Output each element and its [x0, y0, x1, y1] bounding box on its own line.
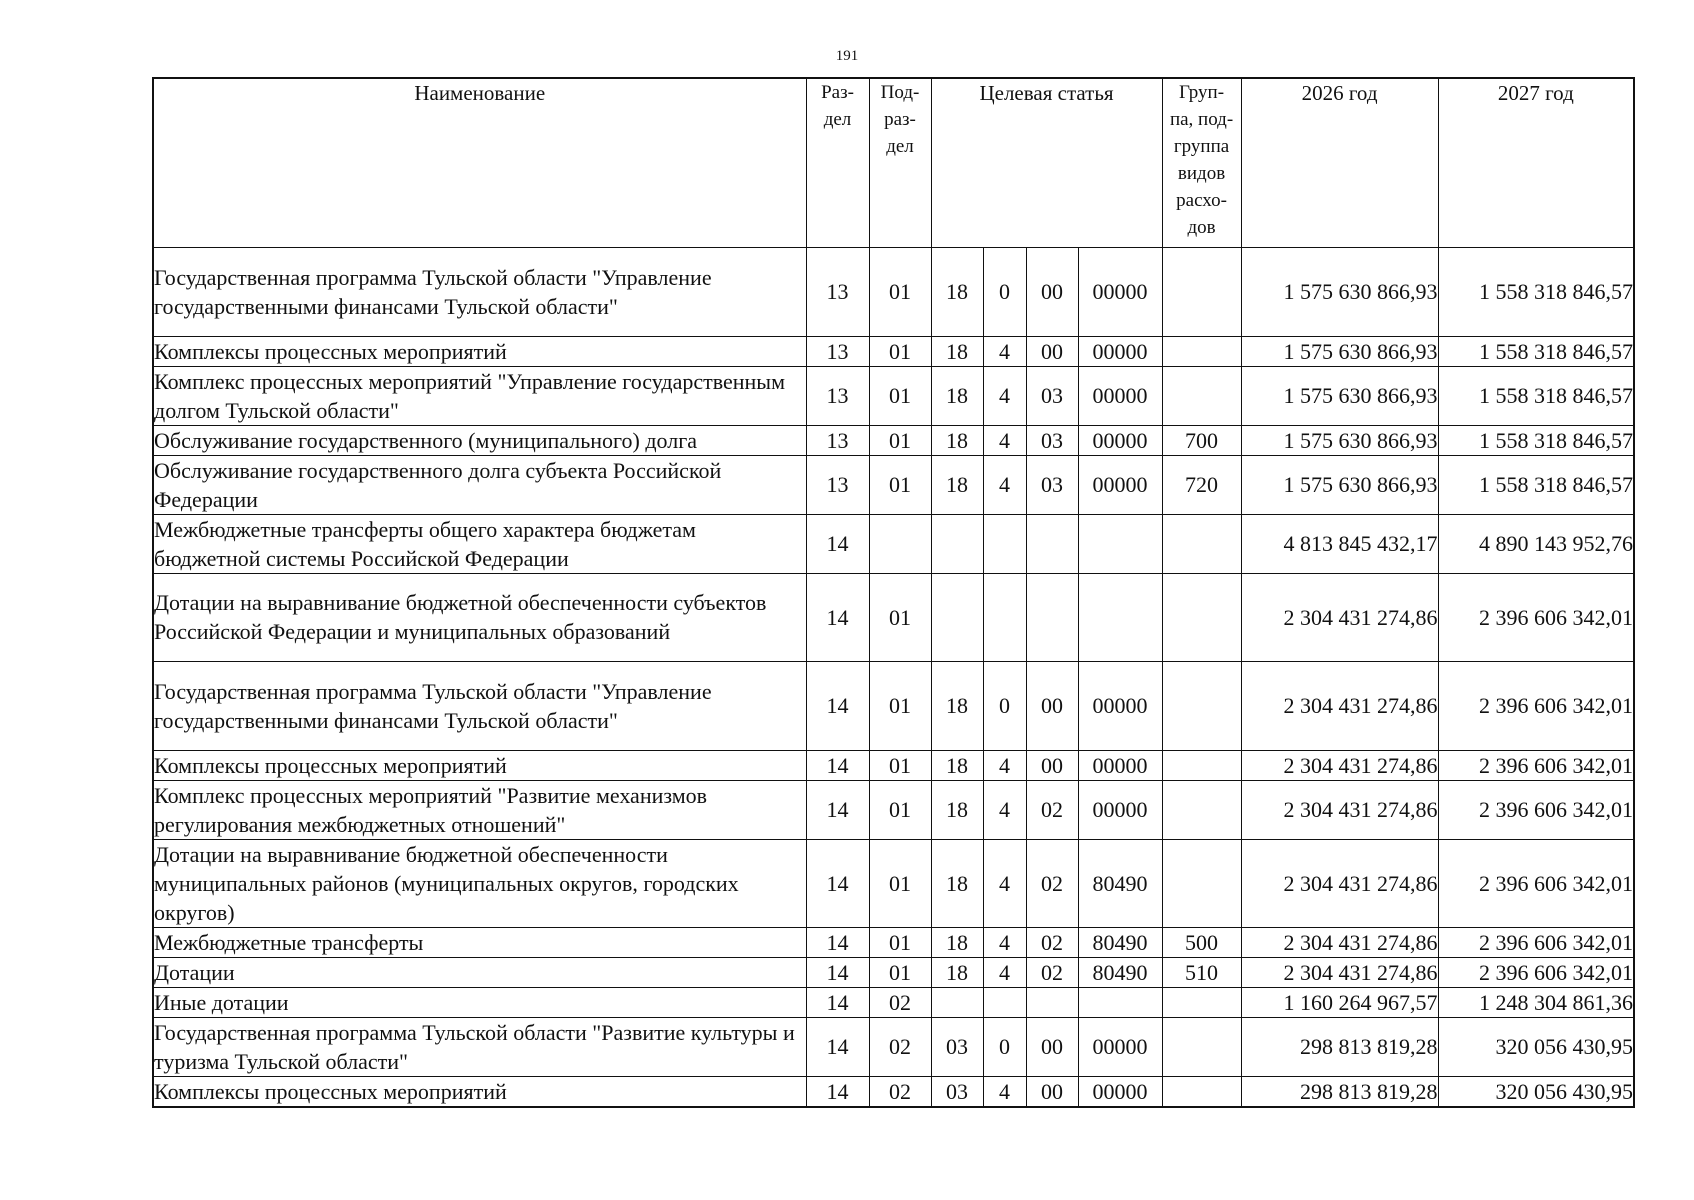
- table-row: [153, 987, 1634, 1017]
- row-target-type: 4: [983, 927, 1026, 957]
- row-target-direction: 80490: [1078, 957, 1162, 987]
- row-amount-2026: 1 575 630 866,93: [1241, 336, 1438, 366]
- row-expense-group: 500: [1162, 927, 1241, 957]
- row-target-type: 4: [983, 839, 1026, 927]
- row-target-direction: 00000: [1078, 1017, 1162, 1076]
- row-amount-2026: 2 304 431 274,86: [1241, 957, 1438, 987]
- table-row: [153, 750, 1634, 780]
- row-razdel: 13: [806, 366, 869, 425]
- row-amount-2027: 320 056 430,95: [1438, 1017, 1634, 1076]
- row-razdel: 14: [806, 987, 869, 1017]
- row-target-type: 0: [983, 661, 1026, 750]
- header-podrazdel-line: дел: [886, 136, 914, 157]
- row-amount-2027: 1 558 318 846,57: [1438, 455, 1634, 514]
- row-expense-group: 700: [1162, 425, 1241, 455]
- row-razdel: 13: [806, 247, 869, 336]
- row-podrazdel: 01: [869, 573, 931, 661]
- row-target-subtype: 00: [1026, 750, 1078, 780]
- row-name: Комплексы процессных мероприятий: [153, 1076, 806, 1107]
- row-target-subtype: 03: [1026, 455, 1078, 514]
- row-podrazdel: 01: [869, 455, 931, 514]
- row-expense-group: 510: [1162, 957, 1241, 987]
- row-podrazdel: 01: [869, 839, 931, 927]
- row-razdel: 14: [806, 1017, 869, 1076]
- row-name: Государственная программа Тульской области "Развитие культуры и туризма Тульской области": [153, 1017, 806, 1076]
- row-expense-group: 720: [1162, 455, 1241, 514]
- table-row: [153, 780, 1634, 839]
- row-amount-2027: 2 396 606 342,01: [1438, 661, 1634, 750]
- row-name: Дотации на выравнивание бюджетной обеспеченности муниципальных районов (муниципальных округов, городских округов): [153, 839, 806, 927]
- header-razdel: [806, 78, 869, 247]
- row-name: Дотации: [153, 957, 806, 987]
- row-podrazdel: 01: [869, 336, 931, 366]
- row-name: Комплекс процессных мероприятий "Развитие механизмов регулирования межбюджетных отношений": [153, 780, 806, 839]
- row-target-type: 4: [983, 455, 1026, 514]
- row-target-direction: 00000: [1078, 455, 1162, 514]
- header-group-line: группа: [1173, 136, 1230, 157]
- header-razdel-line: Раз-: [821, 82, 854, 103]
- row-target-program: 03: [931, 1017, 983, 1076]
- table-row: [153, 425, 1634, 455]
- header-podrazdel-line: Под-: [880, 82, 920, 103]
- row-target-direction: [1078, 573, 1162, 661]
- row-target-program: 18: [931, 661, 983, 750]
- table-row: [153, 455, 1634, 514]
- row-amount-2026: 1 575 630 866,93: [1241, 455, 1438, 514]
- row-target-program: 18: [931, 750, 983, 780]
- row-razdel: 14: [806, 839, 869, 927]
- row-amount-2026: 298 813 819,28: [1241, 1076, 1438, 1107]
- row-amount-2027: 1 558 318 846,57: [1438, 336, 1634, 366]
- row-podrazdel: 02: [869, 1076, 931, 1107]
- row-podrazdel: 02: [869, 1017, 931, 1076]
- table-body: [153, 247, 1634, 1107]
- row-amount-2027: 1 558 318 846,57: [1438, 366, 1634, 425]
- row-target-program: 18: [931, 425, 983, 455]
- row-target-direction: 00000: [1078, 750, 1162, 780]
- row-target-direction: 00000: [1078, 247, 1162, 336]
- row-amount-2026: 1 575 630 866,93: [1241, 247, 1438, 336]
- row-amount-2026: 2 304 431 274,86: [1241, 927, 1438, 957]
- row-target-direction: 00000: [1078, 1076, 1162, 1107]
- row-target-program: 18: [931, 336, 983, 366]
- row-target-type: 4: [983, 750, 1026, 780]
- row-target-subtype: 02: [1026, 780, 1078, 839]
- row-amount-2027: 1 558 318 846,57: [1438, 425, 1634, 455]
- row-expense-group: [1162, 336, 1241, 366]
- row-target-program: 18: [931, 366, 983, 425]
- row-target-direction: [1078, 514, 1162, 573]
- row-target-type: 4: [983, 780, 1026, 839]
- header-2026: 2026 год: [1241, 78, 1438, 247]
- row-podrazdel: 01: [869, 927, 931, 957]
- row-amount-2027: 2 396 606 342,01: [1438, 750, 1634, 780]
- row-target-type: 4: [983, 336, 1026, 366]
- table-row: [153, 247, 1634, 336]
- row-target-type: 4: [983, 425, 1026, 455]
- table-row: [153, 514, 1634, 573]
- header-name: Наименование: [153, 78, 806, 247]
- row-razdel: 14: [806, 780, 869, 839]
- row-target-type: [983, 514, 1026, 573]
- header-group-line: Груп-: [1179, 82, 1225, 103]
- row-name: Комплексы процессных мероприятий: [153, 336, 806, 366]
- row-expense-group: [1162, 366, 1241, 425]
- row-amount-2026: 1 160 264 967,57: [1241, 987, 1438, 1017]
- table-row: [153, 366, 1634, 425]
- row-target-type: 4: [983, 366, 1026, 425]
- row-amount-2027: 4 890 143 952,76: [1438, 514, 1634, 573]
- row-amount-2027: 1 558 318 846,57: [1438, 247, 1634, 336]
- row-podrazdel: 01: [869, 957, 931, 987]
- row-target-program: [931, 573, 983, 661]
- row-target-program: 18: [931, 455, 983, 514]
- row-podrazdel: 01: [869, 247, 931, 336]
- row-name: Дотации на выравнивание бюджетной обеспеченности субъектов Российской Федерации и муниципальных образований: [153, 573, 806, 661]
- row-target-subtype: [1026, 514, 1078, 573]
- header-row: [153, 78, 1634, 247]
- row-podrazdel: 01: [869, 425, 931, 455]
- row-razdel: 14: [806, 573, 869, 661]
- row-razdel: 14: [806, 750, 869, 780]
- table-row: [153, 1017, 1634, 1076]
- row-amount-2026: 298 813 819,28: [1241, 1017, 1438, 1076]
- row-amount-2027: 2 396 606 342,01: [1438, 957, 1634, 987]
- header-group-line: расхо-: [1176, 190, 1227, 211]
- row-razdel: 14: [806, 957, 869, 987]
- row-razdel: 13: [806, 336, 869, 366]
- row-razdel: 14: [806, 661, 869, 750]
- page-number: 191: [835, 48, 859, 64]
- row-amount-2026: 1 575 630 866,93: [1241, 366, 1438, 425]
- row-target-subtype: [1026, 987, 1078, 1017]
- row-target-subtype: 02: [1026, 927, 1078, 957]
- row-podrazdel: 01: [869, 661, 931, 750]
- table-row: [153, 1076, 1634, 1107]
- row-target-direction: 00000: [1078, 780, 1162, 839]
- row-target-subtype: 00: [1026, 1076, 1078, 1107]
- table-row: [153, 336, 1634, 366]
- row-amount-2026: 2 304 431 274,86: [1241, 573, 1438, 661]
- row-target-direction: 80490: [1078, 927, 1162, 957]
- header-razdel-line: дел: [823, 109, 852, 130]
- row-target-subtype: [1026, 573, 1078, 661]
- row-target-program: [931, 514, 983, 573]
- row-razdel: 14: [806, 927, 869, 957]
- header-group: [1162, 78, 1241, 247]
- row-amount-2027: 1 248 304 861,36: [1438, 987, 1634, 1017]
- row-target-program: 18: [931, 957, 983, 987]
- row-target-program: 18: [931, 247, 983, 336]
- header-podrazdel: [869, 78, 931, 247]
- row-target-program: 18: [931, 780, 983, 839]
- row-amount-2026: 1 575 630 866,93: [1241, 425, 1438, 455]
- row-expense-group: [1162, 1076, 1241, 1107]
- row-target-subtype: 03: [1026, 425, 1078, 455]
- row-target-direction: 00000: [1078, 366, 1162, 425]
- row-expense-group: [1162, 573, 1241, 661]
- row-target-subtype: 00: [1026, 336, 1078, 366]
- header-group-line: па, под-: [1169, 109, 1234, 130]
- row-amount-2026: 2 304 431 274,86: [1241, 661, 1438, 750]
- header-2027: 2027 год: [1438, 78, 1634, 247]
- row-expense-group: [1162, 247, 1241, 336]
- row-target-program: 03: [931, 1076, 983, 1107]
- row-podrazdel: 01: [869, 780, 931, 839]
- row-name: Государственная программа Тульской области "Управление государственными финансами Тульской области": [153, 247, 806, 336]
- header-group-line: дов: [1187, 217, 1216, 238]
- row-expense-group: [1162, 780, 1241, 839]
- row-target-direction: 00000: [1078, 661, 1162, 750]
- row-podrazdel: 01: [869, 366, 931, 425]
- row-target-program: 18: [931, 927, 983, 957]
- row-target-direction: 80490: [1078, 839, 1162, 927]
- row-razdel: 13: [806, 455, 869, 514]
- row-podrazdel: [869, 514, 931, 573]
- row-amount-2026: 2 304 431 274,86: [1241, 839, 1438, 927]
- row-target-type: 4: [983, 957, 1026, 987]
- row-target-program: [931, 987, 983, 1017]
- row-expense-group: [1162, 987, 1241, 1017]
- row-amount-2027: 320 056 430,95: [1438, 1076, 1634, 1107]
- row-name: Иные дотации: [153, 987, 806, 1017]
- row-amount-2027: 2 396 606 342,01: [1438, 573, 1634, 661]
- table-row: [153, 839, 1634, 927]
- row-name: Обслуживание государственного (муниципального) долга: [153, 425, 806, 455]
- budget-table: [152, 77, 1635, 1108]
- row-amount-2027: 2 396 606 342,01: [1438, 780, 1634, 839]
- row-amount-2026: 4 813 845 432,17: [1241, 514, 1438, 573]
- row-amount-2026: 2 304 431 274,86: [1241, 750, 1438, 780]
- row-target-subtype: 02: [1026, 957, 1078, 987]
- row-name: Межбюджетные трансферты: [153, 927, 806, 957]
- row-razdel: 14: [806, 514, 869, 573]
- header-group-line: видов: [1177, 163, 1226, 184]
- row-target-direction: [1078, 987, 1162, 1017]
- row-amount-2027: 2 396 606 342,01: [1438, 839, 1634, 927]
- row-target-type: 4: [983, 1076, 1026, 1107]
- row-name: Государственная программа Тульской области "Управление государственными финансами Тульской области": [153, 661, 806, 750]
- row-target-type: [983, 573, 1026, 661]
- row-expense-group: [1162, 1017, 1241, 1076]
- table-row: [153, 573, 1634, 661]
- table-row: [153, 957, 1634, 987]
- row-name: Межбюджетные трансферты общего характера бюджетам бюджетной системы Российской Федерации: [153, 514, 806, 573]
- row-name: Комплексы процессных мероприятий: [153, 750, 806, 780]
- row-target-subtype: 00: [1026, 661, 1078, 750]
- row-podrazdel: 02: [869, 987, 931, 1017]
- row-expense-group: [1162, 661, 1241, 750]
- row-target-program: 18: [931, 839, 983, 927]
- table-row: [153, 927, 1634, 957]
- row-expense-group: [1162, 514, 1241, 573]
- header-target-article: Целевая статья: [931, 78, 1162, 247]
- row-podrazdel: 01: [869, 750, 931, 780]
- row-amount-2027: 2 396 606 342,01: [1438, 927, 1634, 957]
- row-target-subtype: 02: [1026, 839, 1078, 927]
- row-target-subtype: 00: [1026, 1017, 1078, 1076]
- row-target-type: 0: [983, 1017, 1026, 1076]
- row-razdel: 14: [806, 1076, 869, 1107]
- row-expense-group: [1162, 750, 1241, 780]
- row-target-type: [983, 987, 1026, 1017]
- row-razdel: 13: [806, 425, 869, 455]
- row-target-direction: 00000: [1078, 336, 1162, 366]
- header-podrazdel-line: раз-: [884, 109, 916, 130]
- table-row: [153, 661, 1634, 750]
- row-target-subtype: 03: [1026, 366, 1078, 425]
- row-target-subtype: 00: [1026, 247, 1078, 336]
- row-name: Обслуживание государственного долга субъекта Российской Федерации: [153, 455, 806, 514]
- row-target-type: 0: [983, 247, 1026, 336]
- row-name: Комплекс процессных мероприятий "Управление государственным долгом Тульской области": [153, 366, 806, 425]
- row-amount-2026: 2 304 431 274,86: [1241, 780, 1438, 839]
- row-expense-group: [1162, 839, 1241, 927]
- row-target-direction: 00000: [1078, 425, 1162, 455]
